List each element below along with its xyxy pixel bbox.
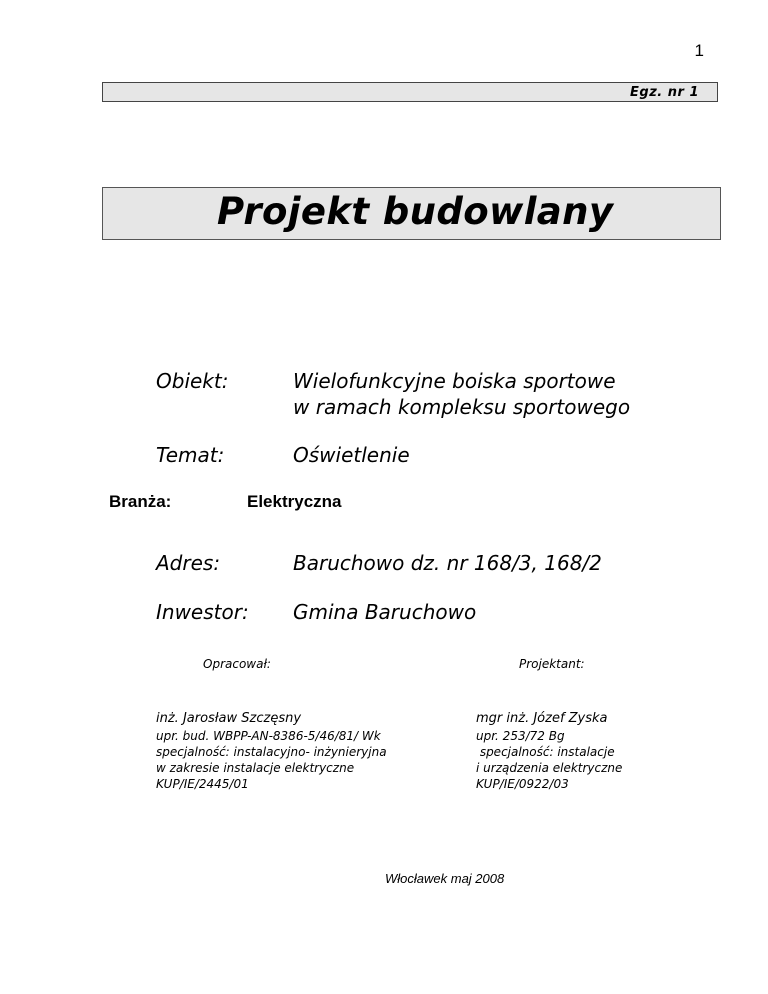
temat-label: Temat: [156, 443, 225, 467]
designer-specialty: specjalność: instalacje [476, 745, 615, 759]
obiekt-value-line1: Wielofunkcyjne boiska sportowe [293, 369, 616, 393]
document-title: Projekt budowlany [217, 190, 614, 233]
designer-membership: KUP/IE/0922/03 [476, 777, 569, 791]
designer-name: mgr inż. Józef Zyska [476, 711, 608, 726]
branza-label: Branża: [109, 492, 172, 511]
copy-number-box [102, 82, 718, 102]
page-number: 1 [694, 41, 704, 60]
inwestor-label: Inwestor: [156, 600, 249, 624]
adres-label: Adres: [156, 551, 221, 575]
designer-scope: i urządzenia elektryczne [476, 761, 623, 775]
place-and-date: Włocławek maj 2008 [385, 871, 505, 886]
prepared-by-heading: Opracował: [203, 657, 271, 671]
obiekt-value-line2: w ramach kompleksu sportowego [293, 395, 631, 419]
prepared-by-specialty: specjalność: instalacyjno- inżynieryjna [156, 745, 387, 759]
prepared-by-membership: KUP/IE/2445/01 [156, 777, 249, 791]
designer-license: upr. 253/72 Bg [476, 729, 565, 743]
branza-value: Elektryczna [247, 492, 342, 511]
adres-value: Baruchowo dz. nr 168/3, 168/2 [293, 551, 602, 575]
obiekt-label: Obiekt: [156, 369, 229, 393]
prepared-by-block [156, 710, 387, 792]
title-box [102, 187, 721, 240]
prepared-by-scope: w zakresie instalacje elektryczne [156, 761, 355, 775]
temat-value: Oświetlenie [293, 443, 410, 467]
prepared-by-license: upr. bud. WBPP-AN-8386-5/46/81/ Wk [156, 729, 381, 743]
prepared-by-name: inż. Jarosław Szczęsny [156, 711, 302, 726]
inwestor-value: Gmina Baruchowo [293, 600, 477, 624]
designer-heading: Projektant: [519, 657, 585, 671]
copy-number-label: Egz. nr 1 [630, 85, 699, 100]
designer-block [476, 710, 622, 792]
